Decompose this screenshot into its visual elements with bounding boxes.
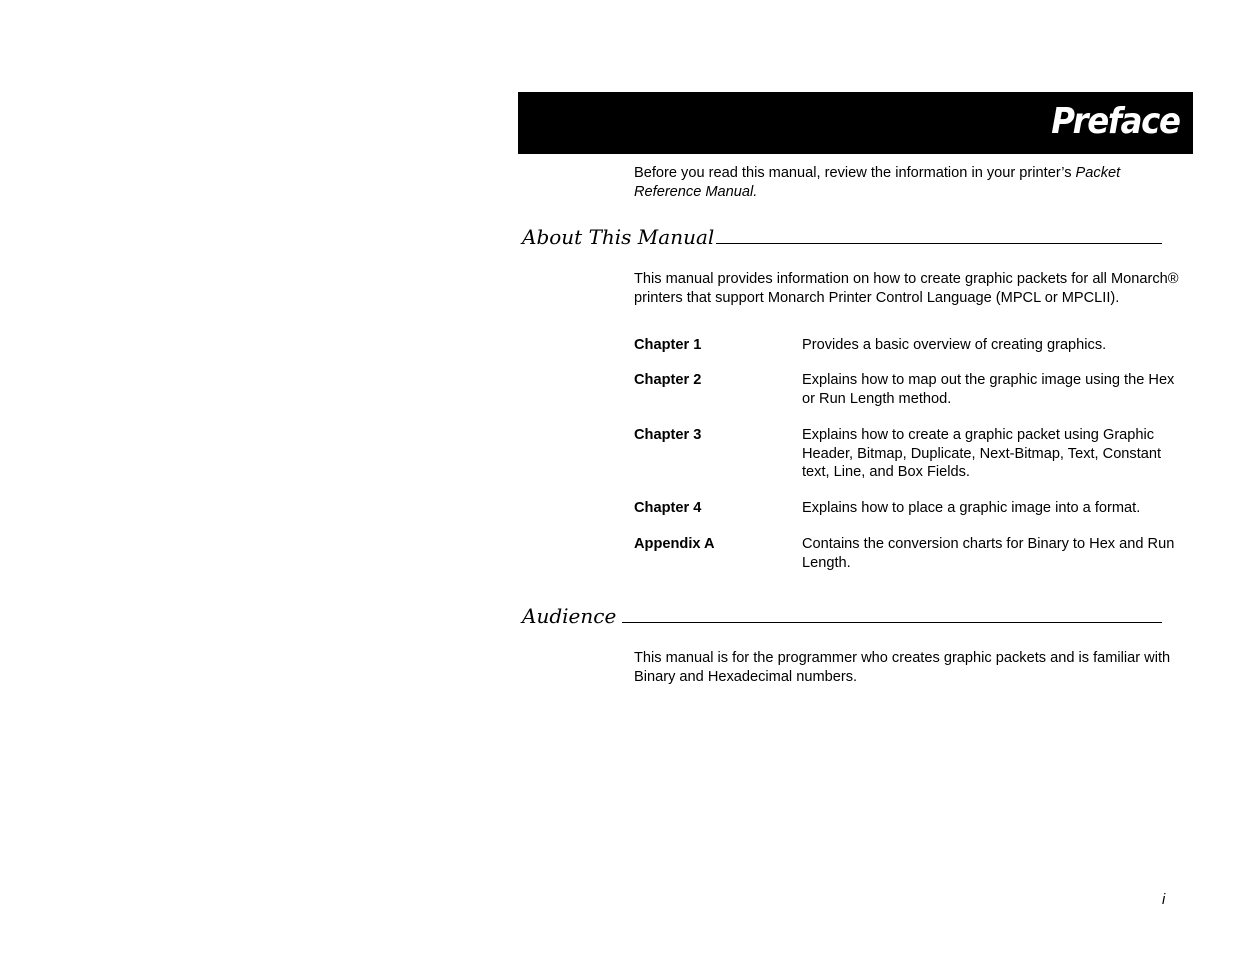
page-number: i xyxy=(1162,892,1166,908)
chapter-description: Provides a basic overview of creating graphics. xyxy=(802,337,1107,353)
chapter-description: Explains how to map out the graphic image using the Hex or Run Length method. xyxy=(802,372,1175,407)
chapter-description: Explains how to place a graphic image into a format. xyxy=(802,500,1141,516)
title-bar xyxy=(518,92,1193,154)
chapter-label: Chapter 3 xyxy=(634,427,702,443)
heading-rule xyxy=(716,242,1162,244)
intro-manual-reference: Packet Reference Manual. xyxy=(634,165,1121,200)
section-heading-audience xyxy=(522,599,1162,629)
intro-text: Before you read this manual, review the information in your printer’s xyxy=(634,165,1076,181)
chapter-description: Contains the conversion charts for Binary to Hex and Run Length. xyxy=(802,536,1175,571)
audience-paragraph: This manual is for the programmer who creates graphic packets and is familiar with Binary and Hexadecimal numbers. xyxy=(634,650,1171,685)
about-paragraph: This manual provides information on how to create graphic packets for all Monarch® printers that support Monarch Printer Control Language (MPCL or MPCLII). xyxy=(634,271,1179,306)
heading-rule xyxy=(622,621,1162,623)
chapter-label: Chapter 1 xyxy=(634,337,702,353)
audience-heading-text: Audience xyxy=(522,604,617,628)
chapter-label: Chapter 4 xyxy=(634,500,702,516)
chapter-description: Explains how to create a graphic packet using Graphic Header, Bitmap, Duplicate, Next-Bitmap, Text, Constant text, Line, and Box Fields. xyxy=(802,427,1162,480)
chapter-label: Appendix A xyxy=(634,536,715,552)
intro-paragraph xyxy=(634,164,1182,201)
page-title: Preface xyxy=(1051,101,1180,142)
chapter-label: Chapter 2 xyxy=(634,372,702,388)
about-heading-text: About This Manual xyxy=(522,225,715,249)
section-heading-about xyxy=(522,220,1162,250)
